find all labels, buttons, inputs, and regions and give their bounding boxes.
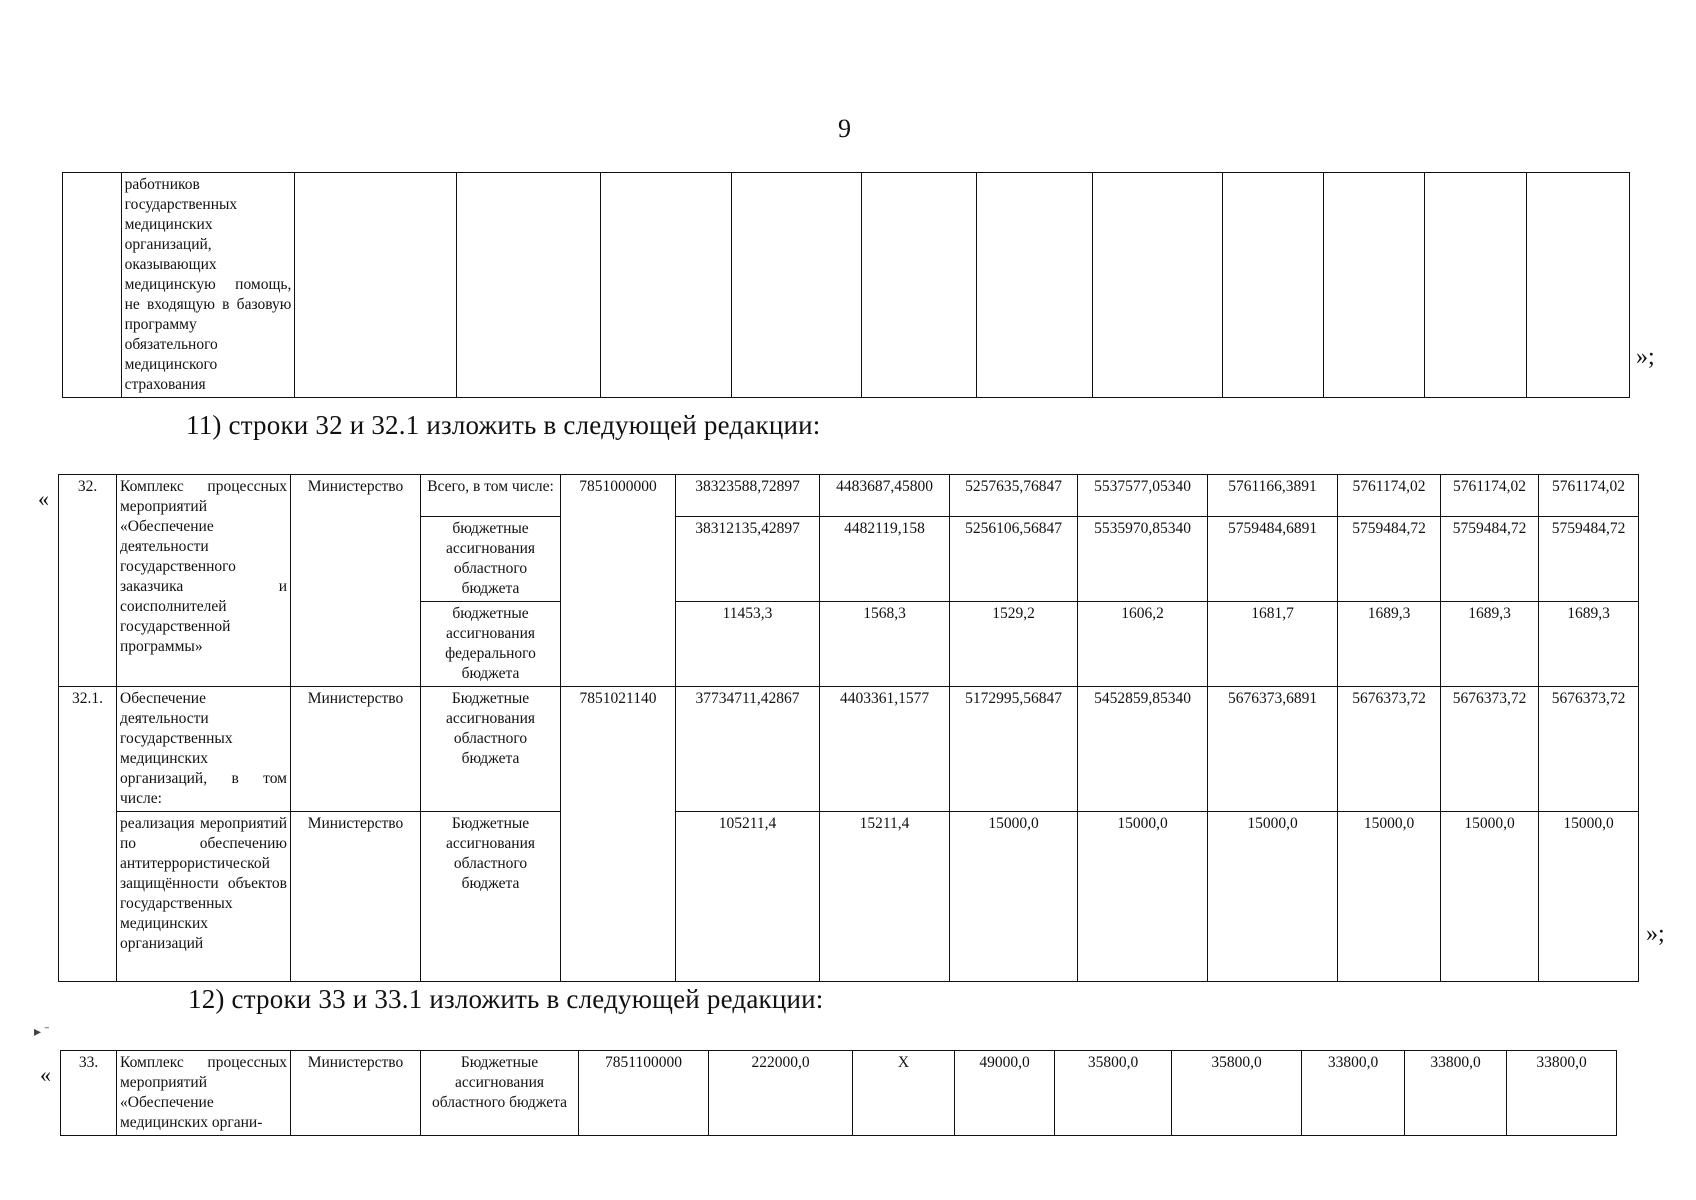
value-cell: 222000,0 (709, 1051, 853, 1136)
opening-quote: « (40, 1062, 51, 1087)
closing-quote: »; (1636, 344, 1655, 370)
value-cell: 5759484,72 (1441, 517, 1539, 602)
scan-mark: ▸ ˉ (34, 1025, 50, 1040)
table-row (59, 687, 1639, 812)
row-name: реализация мероприятий по обеспечению антитеррористической защищённости объектов государственных медицинских организаций (117, 812, 291, 982)
value-cell: 49000,0 (955, 1051, 1055, 1136)
row-number: 32. (59, 475, 117, 687)
value-cell: 5676373,72 (1441, 687, 1539, 812)
value-cell: 15000,0 (1539, 812, 1639, 982)
value-cell: 33800,0 (1507, 1051, 1617, 1136)
value-cell: Х (853, 1051, 955, 1136)
value-cell: 37734711,42867 (676, 687, 820, 812)
value-cell: 38323588,72897 (676, 475, 820, 517)
value-cell: 1606,2 (1078, 602, 1208, 687)
opening-quote: « (38, 486, 49, 511)
value-cell: 1689,3 (1539, 602, 1639, 687)
table-row-33 (60, 1050, 1617, 1136)
value-cell: 4482119,158 (820, 517, 950, 602)
value-cell: 5676373,72 (1539, 687, 1639, 812)
row-executor: Министерство (291, 687, 421, 812)
row-number: 32.1. (59, 687, 117, 982)
value-cell: 35800,0 (1172, 1051, 1302, 1136)
value-cell: 11453,3 (676, 602, 820, 687)
value-cell: 5676373,6891 (1208, 687, 1338, 812)
value-cell: 15000,0 (1338, 812, 1441, 982)
row-name: работников государственных медицинских организаций, оказывающих медицинскую помощь, не входящую в базовую программу обязательного медицинского страхования (121, 173, 295, 398)
table-rows-32 (58, 474, 1639, 982)
value-cell: 5761174,02 (1338, 475, 1441, 517)
heading-item-11: 11) строки 32 и 32.1 изложить в следующей редакции: (186, 410, 821, 440)
value-cell: 105211,4 (676, 812, 820, 982)
value-cell: 15211,4 (820, 812, 950, 982)
value-cell: 5535970,85340 (1078, 517, 1208, 602)
row-source: Бюджетные ассигнования областного бюджета (421, 812, 561, 982)
value-cell: 15000,0 (950, 812, 1078, 982)
page-number: 9 (838, 114, 851, 143)
value-cell: 1529,2 (950, 602, 1078, 687)
row-source: бюджетные ассигнования областного бюджета (421, 517, 561, 602)
row-name: Комплекс процессных мероприятий «Обеспечение деятельности государственного заказчика и соисполнителей государственной программы» (117, 475, 291, 687)
value-cell: 38312135,42897 (676, 517, 820, 602)
value-cell: 5256106,56847 (950, 517, 1078, 602)
value-cell: 5537577,05340 (1078, 475, 1208, 517)
table-continuation (62, 172, 1630, 398)
value-cell: 5761174,02 (1539, 475, 1639, 517)
row-number: 33. (61, 1051, 117, 1136)
table-row (63, 173, 1630, 398)
value-cell: 1689,3 (1338, 602, 1441, 687)
value-cell: 35800,0 (1055, 1051, 1172, 1136)
value-cell: 15000,0 (1208, 812, 1338, 982)
value-cell: 5257635,76847 (950, 475, 1078, 517)
value-cell: 5761166,3891 (1208, 475, 1338, 517)
value-cell: 1689,3 (1441, 602, 1539, 687)
value-cell: 1681,7 (1208, 602, 1338, 687)
value-cell: 15000,0 (1078, 812, 1208, 982)
row-source: Бюджетные ассигнования областного бюджета (421, 687, 561, 812)
row-executor: Министерство (291, 475, 421, 687)
value-cell: 1568,3 (820, 602, 950, 687)
value-cell: 5676373,72 (1338, 687, 1441, 812)
value-cell: 5759484,72 (1539, 517, 1639, 602)
row-code: 7851000000 (561, 475, 676, 687)
value-cell: 5172995,56847 (950, 687, 1078, 812)
table-row (59, 812, 1639, 982)
heading-item-12: 12) строки 33 и 33.1 изложить в следующей редакции: (188, 984, 824, 1014)
row-source: Всего, в том числе: (421, 475, 561, 517)
row-name: Комплекс процессных мероприятий «Обеспечение медицинских органи- (117, 1051, 291, 1136)
row-source: Бюджетные ассигнования областного бюджета (421, 1051, 579, 1136)
table-row (59, 475, 1639, 517)
value-cell: 4483687,45800 (820, 475, 950, 517)
value-cell: 33800,0 (1405, 1051, 1507, 1136)
row-executor: Министерство (291, 812, 421, 982)
value-cell: 5761174,02 (1441, 475, 1539, 517)
value-cell: 5759484,6891 (1208, 517, 1338, 602)
value-cell: 5452859,85340 (1078, 687, 1208, 812)
row-executor: Министерство (291, 1051, 421, 1136)
closing-quote: »; (1646, 921, 1665, 947)
value-cell: 15000,0 (1441, 812, 1539, 982)
row-code: 7851021140 (561, 687, 676, 982)
table-row (61, 1051, 1617, 1136)
value-cell: 5759484,72 (1338, 517, 1441, 602)
row-name: Обеспечение деятельности государственных медицинских организаций, в том числе: (117, 687, 291, 812)
row-code: 7851100000 (579, 1051, 709, 1136)
row-source: бюджетные ассигнования федерального бюджета (421, 602, 561, 687)
value-cell: 33800,0 (1302, 1051, 1405, 1136)
value-cell: 4403361,1577 (820, 687, 950, 812)
